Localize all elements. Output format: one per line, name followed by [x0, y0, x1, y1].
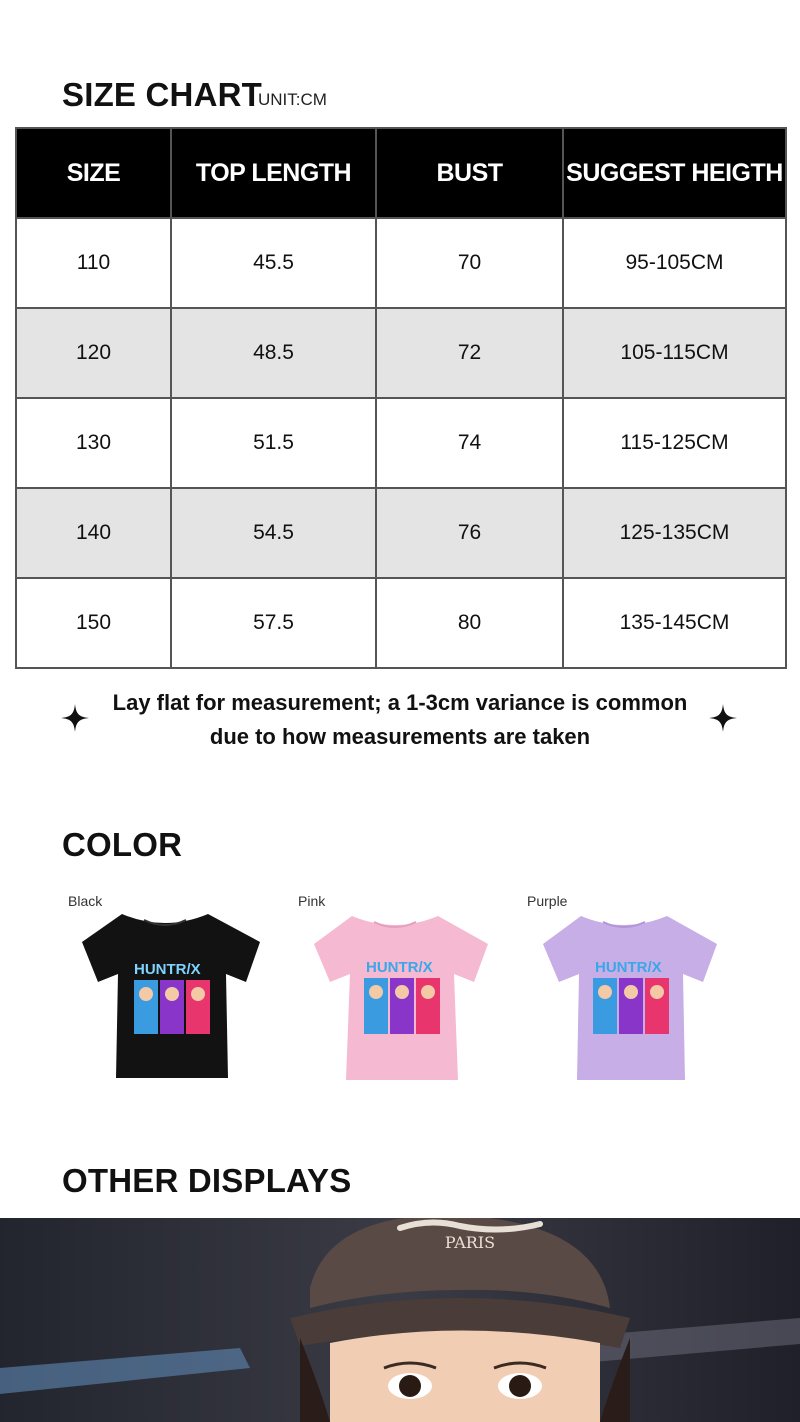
cell-top-length: 45.5: [171, 218, 376, 308]
unit-label: UNIT:CM: [258, 90, 327, 109]
cell-bust: 72: [376, 308, 563, 398]
cell-suggest-height: 115-125CM: [563, 398, 786, 488]
color-label: Black: [68, 893, 103, 909]
header-size: SIZE: [16, 128, 171, 218]
color-label: Purple: [527, 893, 568, 909]
sparkle-icon: [709, 704, 737, 732]
cell-bust: 70: [376, 218, 563, 308]
note-line-2: due to how measurements are taken: [209, 724, 591, 749]
cell-top-length: 54.5: [171, 488, 376, 578]
header-bust: BUST: [376, 128, 563, 218]
cell-bust: 76: [376, 488, 563, 578]
table-header-row: [16, 128, 786, 218]
table-row: [16, 218, 786, 308]
cell-suggest-height: 105-115CM: [563, 308, 786, 398]
other-displays-title: OTHER DISPLAYS: [62, 1162, 352, 1199]
shirt-print-text: HUNTR/X: [595, 959, 662, 976]
color-option-black[interactable]: [60, 890, 270, 1090]
note-line-1: Lay flat for measurement; a 1-3cm variance is common: [112, 690, 688, 715]
size-chart-table: [15, 127, 787, 669]
size-chart-title: SIZE CHART: [62, 76, 262, 113]
cell-size: 130: [16, 398, 171, 488]
shirt-print-text: HUNTR/X: [366, 959, 433, 976]
cell-top-length: 48.5: [171, 308, 376, 398]
color-option-pink[interactable]: [290, 890, 500, 1090]
color-label: Pink: [298, 893, 326, 909]
cell-size: 120: [16, 308, 171, 398]
tshirt-purple-image: [519, 908, 729, 1088]
cell-top-length: 57.5: [171, 578, 376, 668]
tshirt-black-image: [60, 908, 270, 1088]
product-display-photo: [0, 1218, 800, 1422]
cell-bust: 74: [376, 398, 563, 488]
cell-size: 150: [16, 578, 171, 668]
cell-suggest-height: 125-135CM: [563, 488, 786, 578]
tshirt-pink-image: [290, 908, 500, 1088]
cell-top-length: 51.5: [171, 398, 376, 488]
cap-text: PARIS: [444, 1233, 496, 1252]
measurement-note: [100, 686, 700, 754]
table-row: [16, 488, 786, 578]
table-row: [16, 578, 786, 668]
cell-size: 110: [16, 218, 171, 308]
table-row: [16, 308, 786, 398]
shirt-print-text: HUNTR/X: [134, 961, 201, 978]
header-suggest-height: SUGGEST HEIGTH: [563, 128, 786, 218]
sparkle-icon: [61, 704, 89, 732]
header-top-length: TOP LENGTH: [171, 128, 376, 218]
cell-suggest-height: 135-145CM: [563, 578, 786, 668]
color-option-purple[interactable]: [519, 890, 729, 1090]
table-row: [16, 398, 786, 488]
cell-bust: 80: [376, 578, 563, 668]
cell-suggest-height: 95-105CM: [563, 218, 786, 308]
cell-size: 140: [16, 488, 171, 578]
color-title: COLOR: [62, 826, 183, 863]
child-wearing-cap-image: [0, 1218, 800, 1422]
